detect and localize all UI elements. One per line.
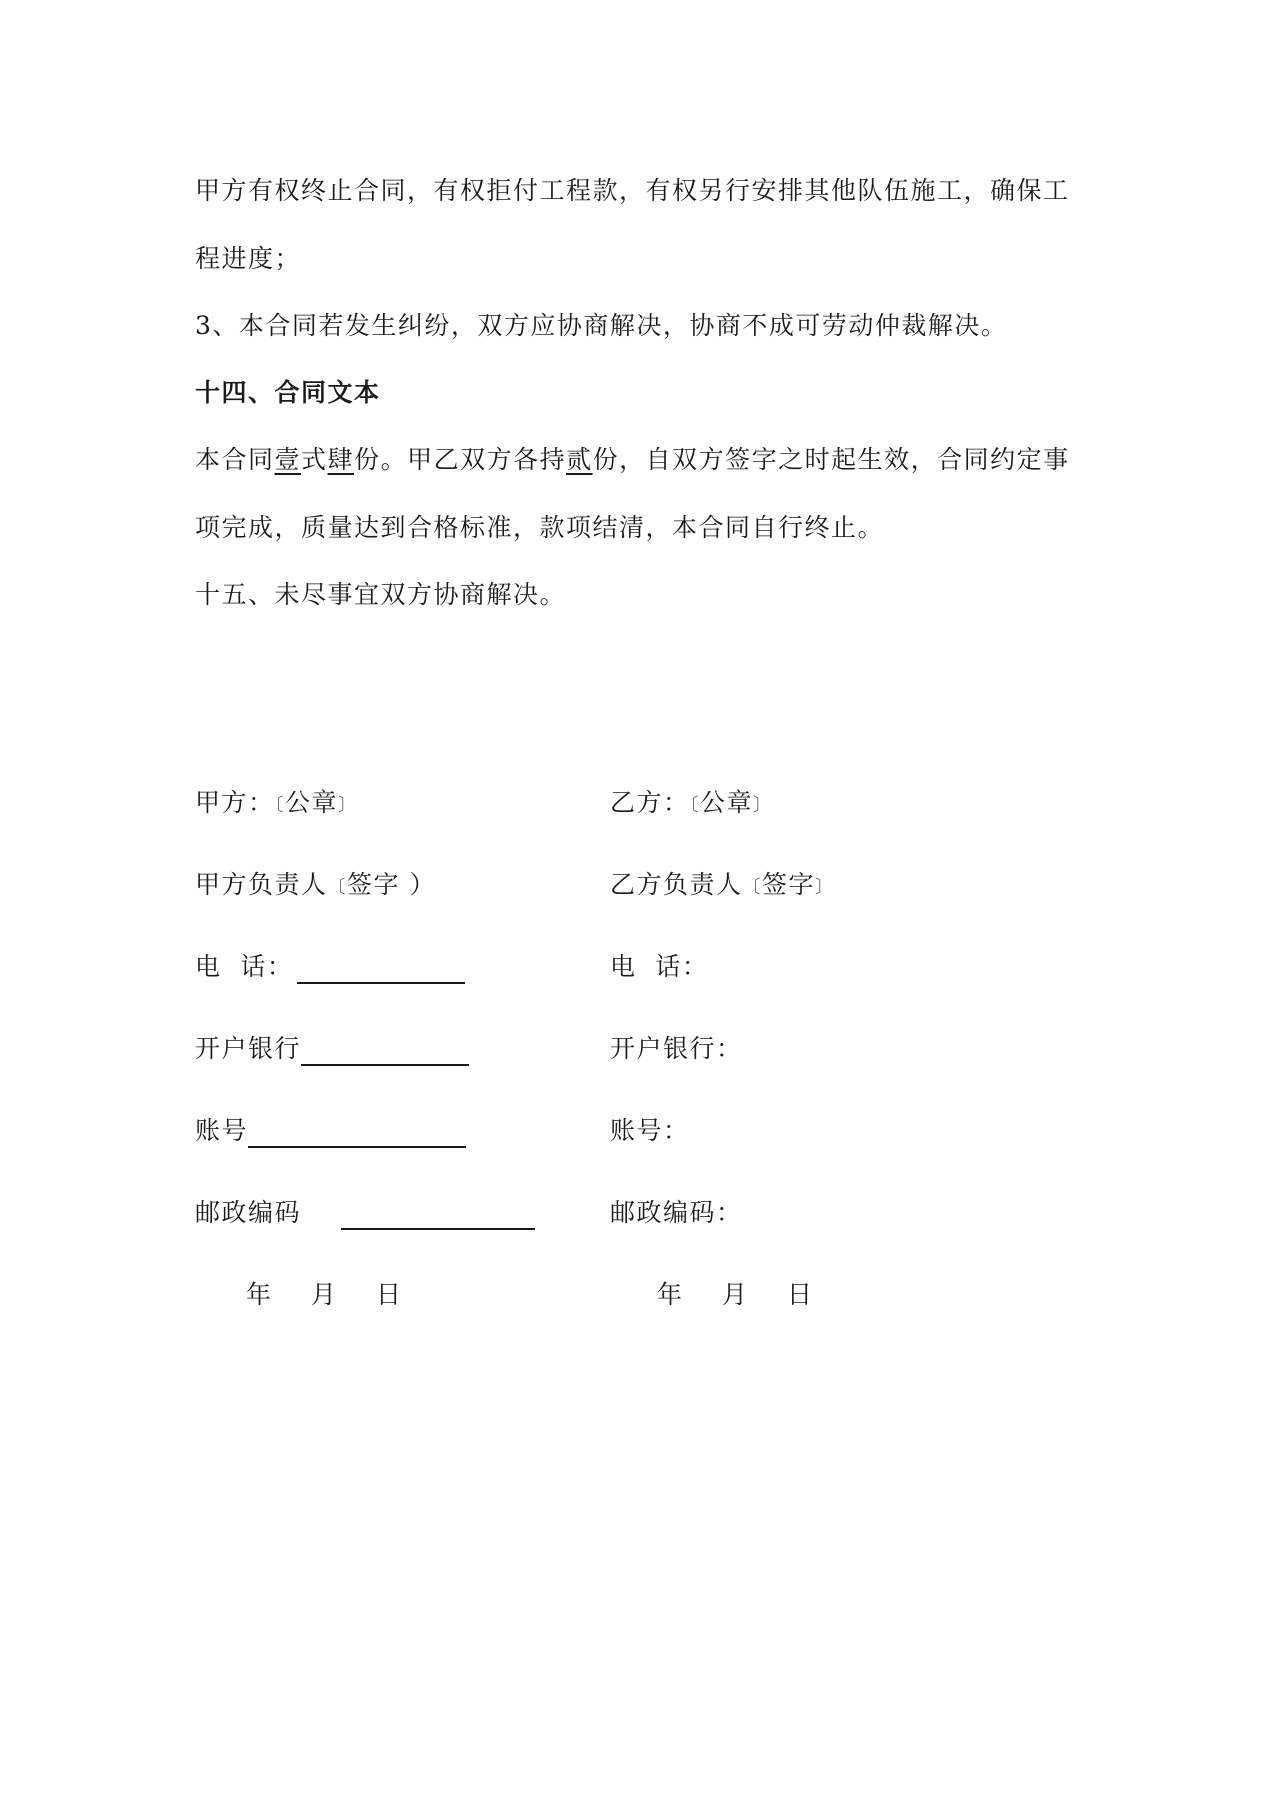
date-month: 月: [311, 1280, 337, 1309]
label: 电 话：: [610, 952, 709, 981]
heading-text: 十四、合同文本: [195, 378, 381, 407]
bracket: ）: [409, 870, 436, 899]
seal-text: 公章: [700, 788, 754, 817]
text-run: 本合同: [195, 445, 275, 474]
paragraph-line: 项完成，质量达到合格标准，款项结清，本合同自行终止。: [195, 513, 885, 542]
sign-text: 签字: [347, 870, 401, 899]
party-b-phone: [610, 950, 708, 984]
bracket: 〔: [274, 795, 286, 816]
paragraph-line: 3、本合同若发生纠纷，双方应协商解决，协商不成可劳动仲裁解决。: [195, 311, 1008, 340]
party-a-phone: [195, 950, 465, 984]
text-run: 份。甲乙双方各持: [354, 445, 567, 474]
party-a-date: [246, 1278, 401, 1312]
party-b-account: [610, 1114, 690, 1148]
label: 邮政编码: [195, 1198, 302, 1227]
date-day: 日: [376, 1280, 402, 1309]
account-blank-line[interactable]: [248, 1120, 466, 1148]
paragraph-line: 程进度；: [195, 244, 302, 273]
seal-text: 公章: [285, 788, 339, 817]
label: 开户银行：: [610, 1034, 743, 1063]
party-a-account: [195, 1114, 466, 1148]
bracket: 〕: [338, 795, 358, 816]
bracket: 〕: [815, 877, 835, 898]
text-run: 份，自双方签字之时起生效，合同约定事: [592, 445, 1070, 474]
party-b-bank: [610, 1032, 743, 1066]
party-a-postcode: [195, 1196, 535, 1230]
bracket: 〔: [742, 877, 763, 898]
underlined-number: 壹: [274, 445, 302, 474]
bracket: 〔: [689, 795, 701, 816]
party-b-date: [657, 1278, 812, 1312]
label: 账号：: [610, 1116, 690, 1145]
date-day: 日: [787, 1280, 813, 1309]
label: 甲方：: [195, 788, 275, 817]
date-month: 月: [722, 1280, 748, 1309]
party-b-representative: [610, 868, 835, 905]
party-a-representative: [195, 868, 436, 905]
underlined-number: 肆: [327, 445, 355, 474]
text-run: 式: [301, 445, 328, 474]
label: 乙方：: [610, 788, 690, 817]
party-a-bank: [195, 1032, 469, 1066]
sign-text: 签字: [762, 870, 816, 899]
date-year: 年: [246, 1280, 272, 1309]
label: 账号: [195, 1116, 249, 1145]
paragraph-line: 甲方有权终止合同，有权拒付工程款，有权另行安排其他队伍施工，确保工: [195, 176, 1070, 205]
paragraph-line: 十五、未尽事宜双方协商解决。: [195, 580, 567, 609]
party-a-seal: [195, 786, 358, 823]
date-year: 年: [657, 1280, 683, 1309]
label: 乙方负责人: [610, 870, 743, 899]
party-b-seal: [610, 786, 773, 823]
paragraph-termination: [195, 157, 1095, 293]
phone-blank-line[interactable]: [297, 956, 465, 984]
party-b-postcode: [610, 1196, 743, 1230]
underlined-number: 贰: [566, 445, 593, 474]
label: 电 话：: [195, 952, 294, 981]
section-15: [195, 561, 1095, 629]
bracket: 〕: [753, 795, 773, 816]
section-heading-14: [195, 359, 1095, 427]
label: 邮政编码：: [610, 1198, 743, 1227]
paragraph-contract-copies: [195, 426, 1095, 562]
paragraph-line: [195, 426, 1095, 494]
postcode-blank-line[interactable]: [341, 1202, 535, 1230]
label: 甲方负责人: [195, 870, 328, 899]
bracket: 〔: [327, 877, 348, 898]
bank-blank-line[interactable]: [301, 1038, 469, 1066]
label: 开户银行: [195, 1034, 302, 1063]
paragraph-dispute: [195, 292, 1095, 360]
